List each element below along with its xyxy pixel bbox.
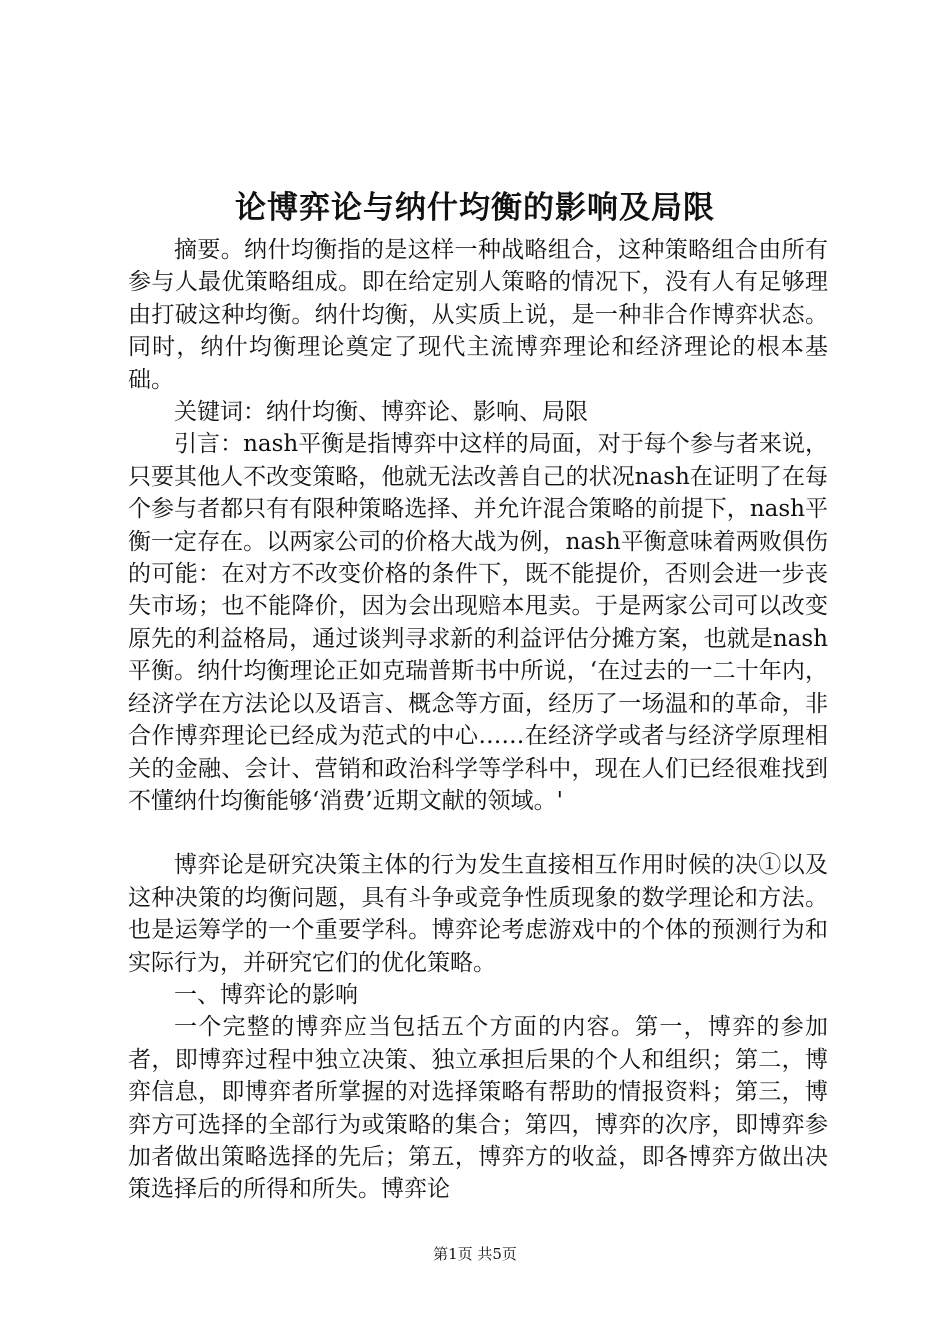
keywords-paragraph: 关键词：纳什均衡、博弈论、影响、局限 [174, 399, 588, 426]
section-heading: 一、博弈论的影响 [174, 981, 358, 1008]
page-number-footer: 第1页 共5页 [433, 1245, 517, 1263]
document-body [128, 234, 828, 1206]
game-elements-paragraph: 一个完整的博弈应当包括五个方面的内容。第一，博弈的参加者，即博弈过程中独立决策、独立承担后果的个人和组织；第二，博弈信息，即博弈者所掌握的对选择策略有帮助的情报资料；第三，博弈方可选择的全部行为或策略的集合；第四，博弈的次序，即博弈参加者做出策略选择的先后；第五，博弈方的收益，即各博弈方做出决策选择后的所得和所失。博弈论 [128, 1014, 828, 1203]
game-theory-definition-paragraph: 博弈论是研究决策主体的行为发生直接相互作用时候的决①以及这种决策的均衡问题，具有斗争或竞争性质现象的数学理论和方法。也是运筹学的一个重要学科。博弈论考虑游戏中的个体的预测行为和实际行为，并研究它们的优化策略。 [128, 852, 828, 976]
abstract-paragraph: 摘要。纳什均衡指的是这样一种战略组合，这种策略组合由所有参与人最优策略组成。即在给定别人策略的情况下，没有人有足够理由打破这种均衡。纳什均衡，从实质上说，是一种非合作博弈状态。同时，纳什均衡理论奠定了现代主流博弈理论和经济理论的根本基础。 [128, 237, 828, 393]
document-title: 论博弈论与纳什均衡的影响及局限 [235, 190, 715, 226]
introduction-paragraph: 引言：nash平衡是指博弈中这样的局面，对于每个参与者来说，只要其他人不改变策略，他就无法改善自己的状况nash在证明了在每个参与者都只有有限种策略选择、并允许混合策略的前提下，nash平衡一定存在。以两家公司的价格大战为例，nash平衡意味着两败俱伤的可能：在对方不改变价格的条件下，既不能提价，否则会进一步丧失市场；也不能降价，因为会出现赔本甩卖。于是两家公司可以改变原先的利益格局，通过谈判寻求新的利益评估分摊方案，也就是nash平衡。纳什均衡理论正如克瑞普斯书中所说，‘在过去的一二十年内，经济学在方法论以及语言、概念等方面，经历了一场温和的革命，非合作博弈理论已经成为范式的中心……在经济学或者与经济学原理相关的金融、会计、营销和政治科学等学科中，现在人们已经很难找到不懂纳什均衡能够‘消费’近期文献的领域。' [128, 431, 828, 814]
